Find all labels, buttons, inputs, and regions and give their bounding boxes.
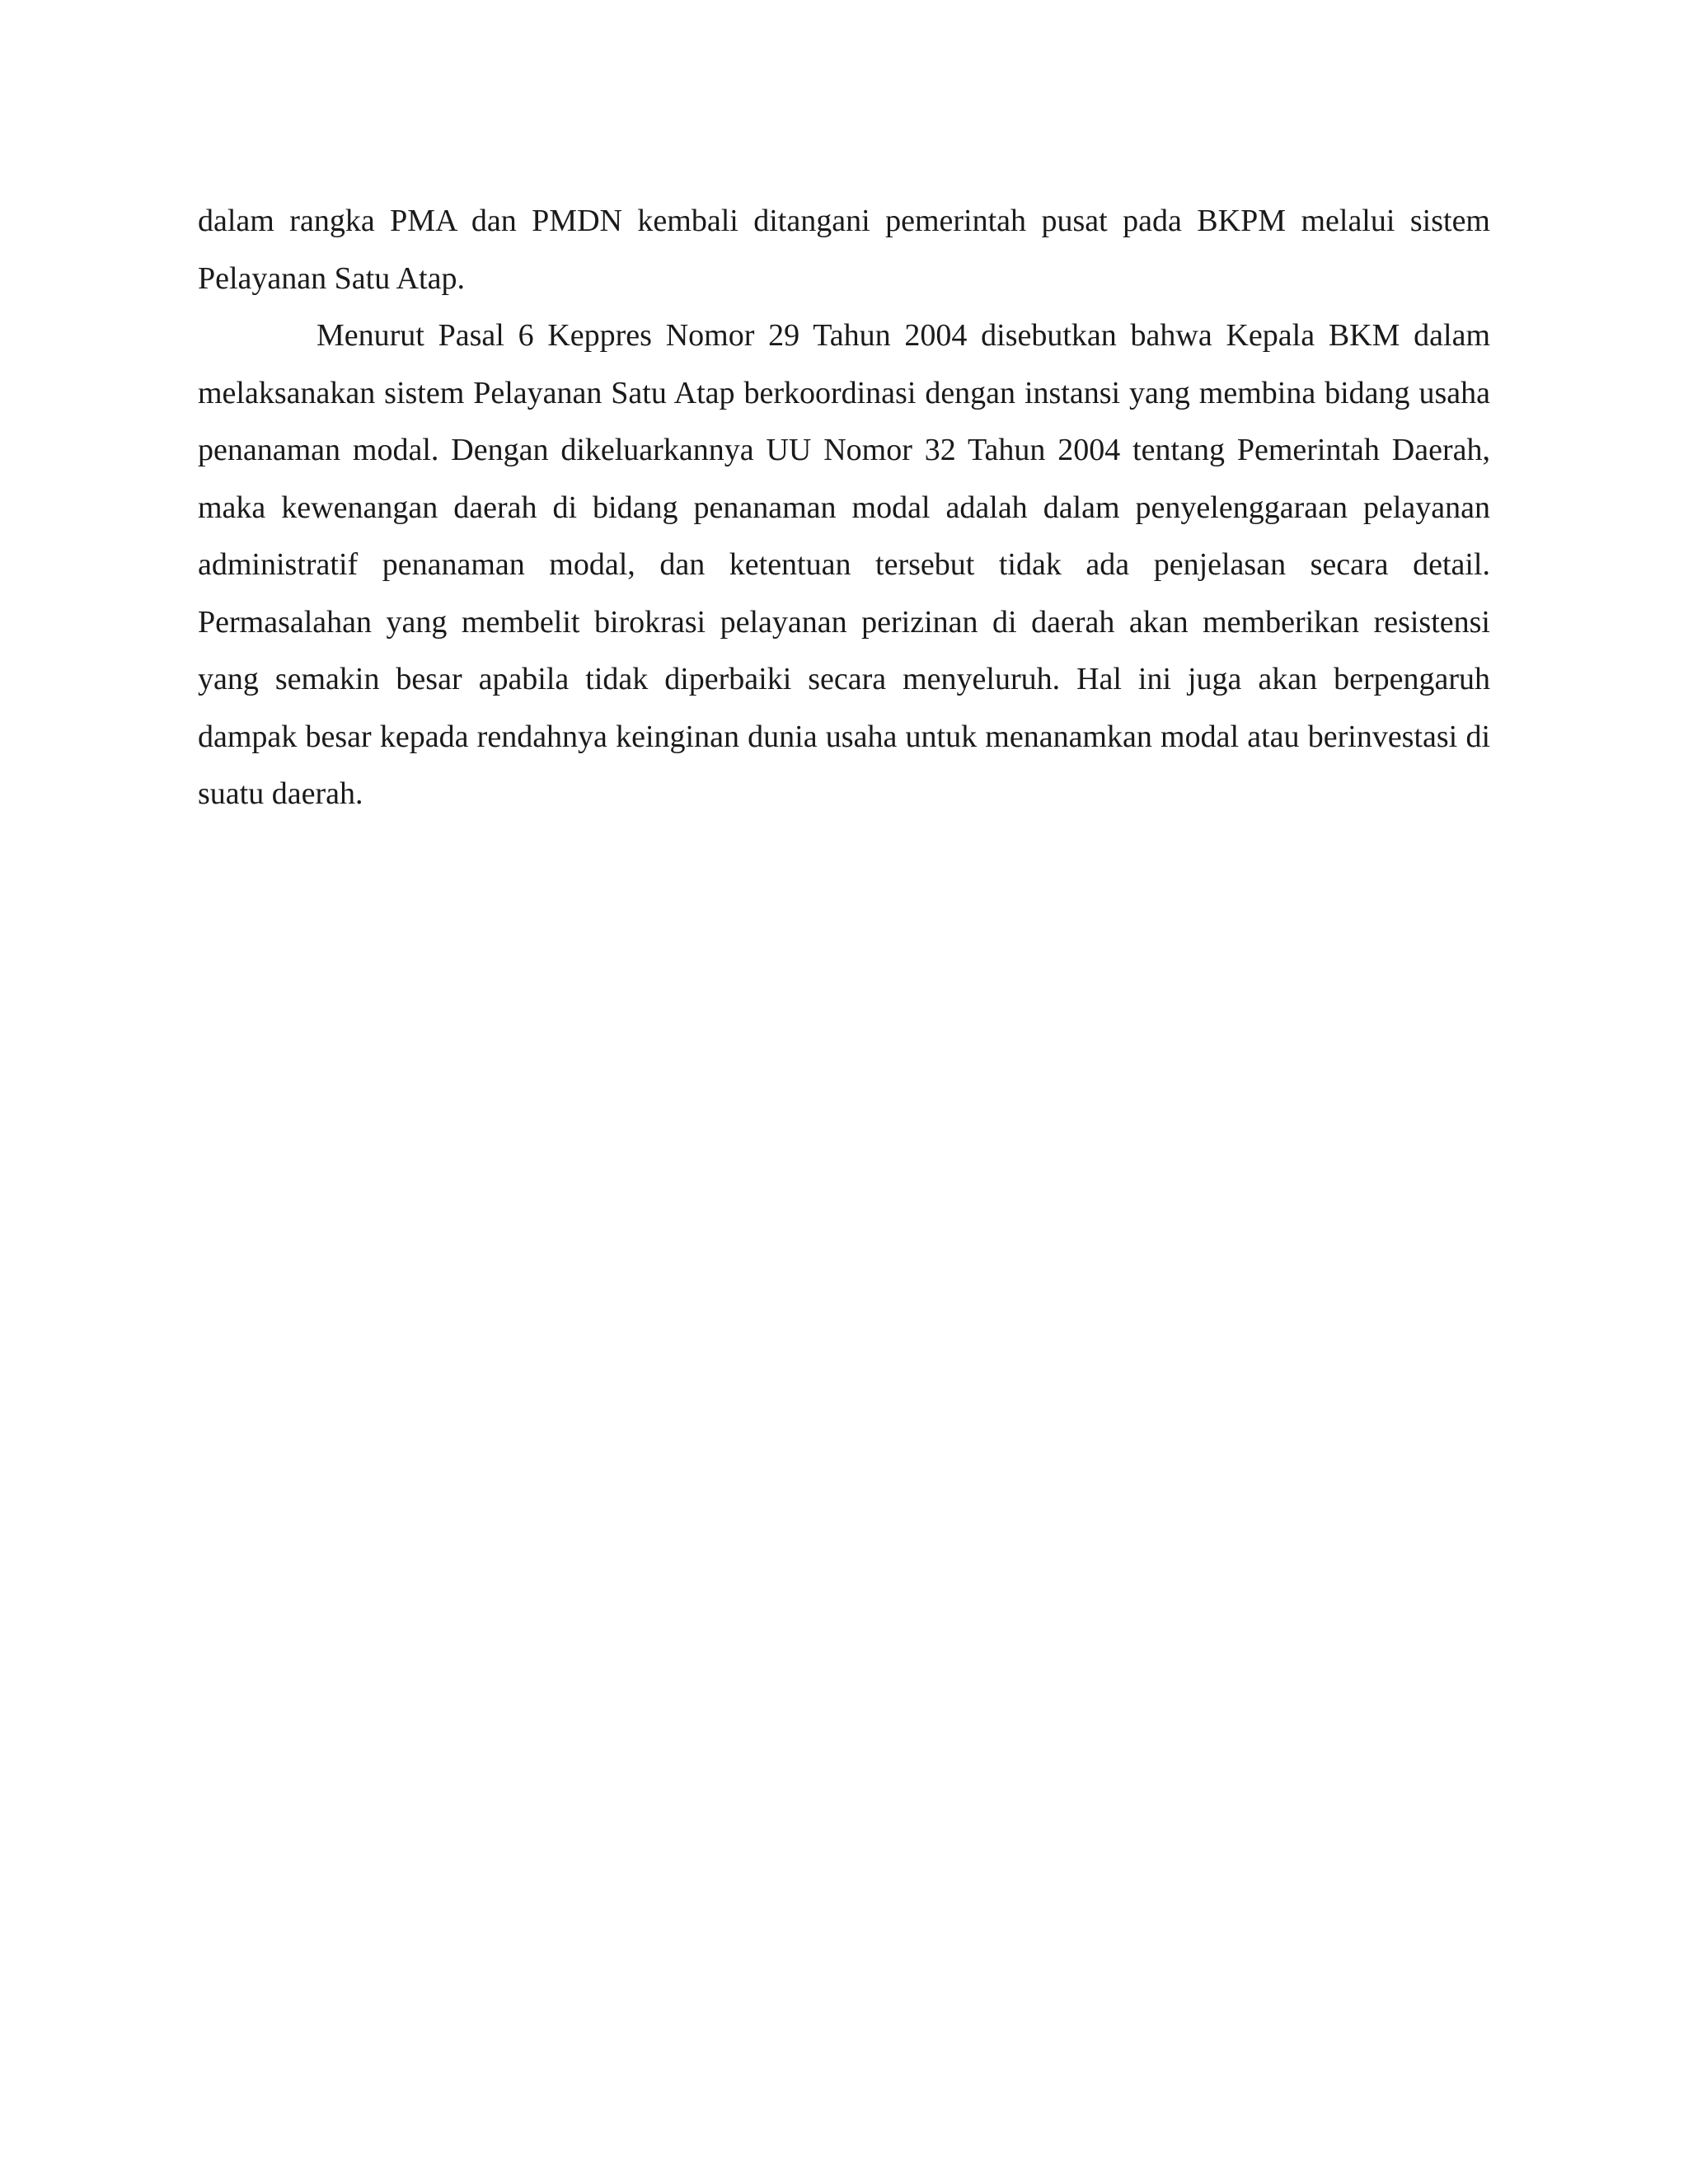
paragraph-continuation: dalam rangka PMA dan PMDN kembali ditangani pemerintah pusat pada BKPM melalui sistem Pelayanan Satu Atap. (198, 204, 1490, 296)
paragraph-pasal-6: Menurut Pasal 6 Keppres Nomor 29 Tahun 2004 disebutkan bahwa Kepala BKM dalam melaksanakan sistem Pelayanan Satu Atap berkoordinasi dengan instansi yang membina bidang usaha penanaman modal. Dengan dikeluarkannya UU Nomor 32 Tahun 2004 tentang Pemerintah Daerah, maka kewenangan daerah di bidang penanaman modal adalah dalam penyelenggaraan pelayanan administratif penanaman modal, dan ketentuan tersebut tidak ada penjelasan secara detail. Permasalahan yang membelit birokrasi pelayanan perizinan di daerah akan memberikan resistensi yang semakin besar apabila tidak diperbaiki secara menyeluruh. Hal ini juga akan berpengaruh dampak besar kepada rendahnya keinginan dunia usaha untuk menanamkan modal atau berinvestasi di suatu daerah. (198, 318, 1490, 811)
body-text (198, 193, 1490, 823)
